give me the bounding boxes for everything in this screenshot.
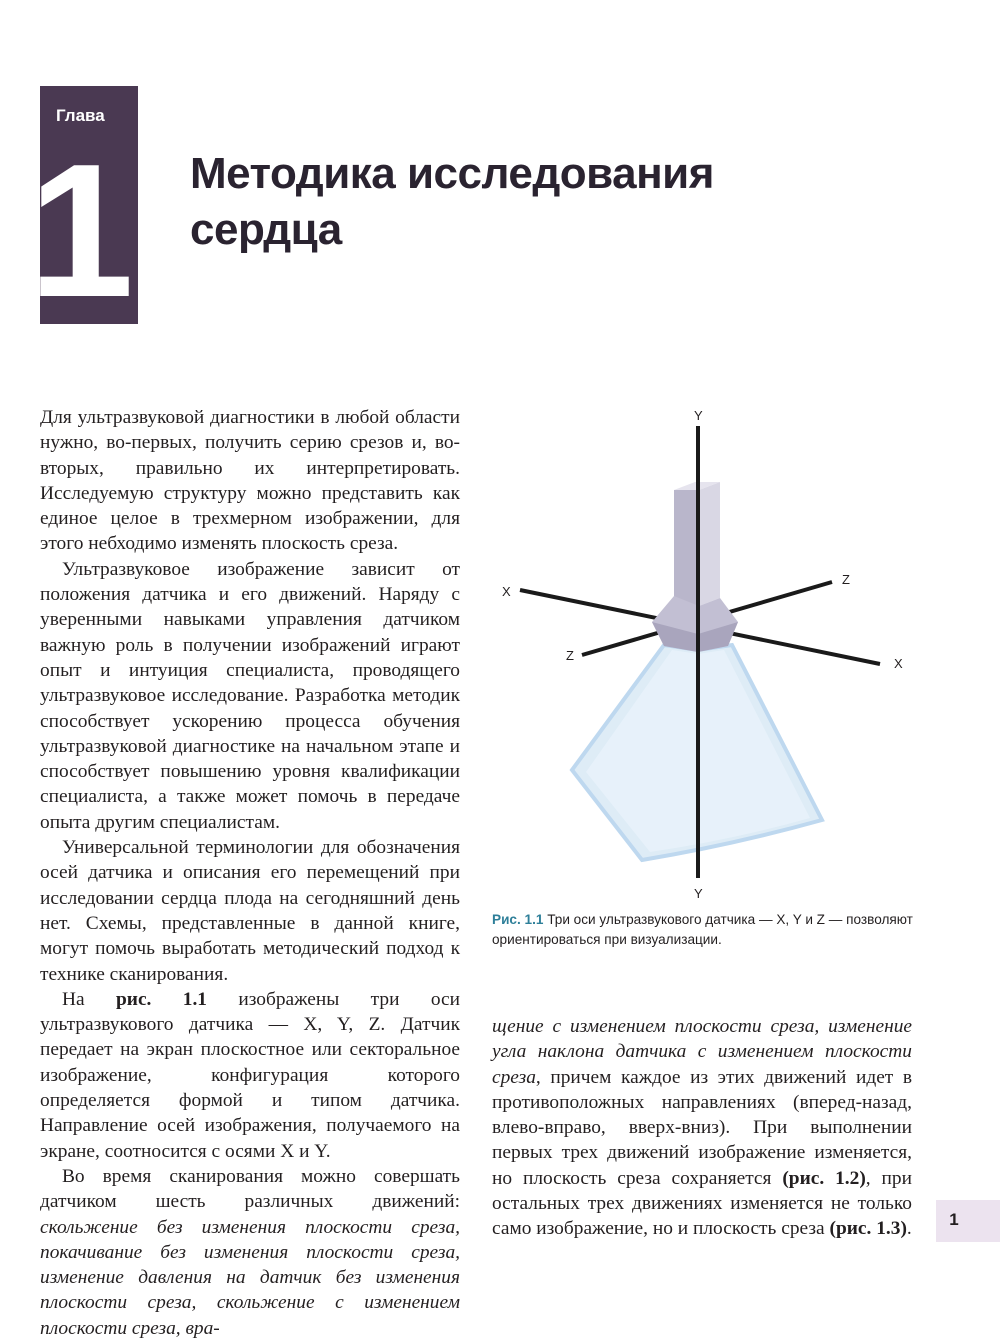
paragraph-4 — [40, 987, 460, 1164]
paragraph-5-start: Во время сканирования можно совершать датчиком шесть различных движений: — [40, 1165, 460, 1213]
paragraph-3: Универсальной терминологии для обозначения осей датчика и описания его перемещений при исследовании сердца плода на сегодняшний день нет. Схемы, представленные в данной книге, могут помочь выработать методический подход к технике сканирования. — [40, 837, 460, 985]
axis-z-label-left: Z — [566, 648, 574, 663]
figure-probe-axes — [492, 400, 922, 905]
paragraph-5-middle-right: , причем каждое из этих движений идет в противоположных направлениях (вперед-назад, влево-вправо, вверх-вниз). При выполнении первых трех движений изображение изменяется, но плоскость среза сохраняется — [492, 1066, 912, 1189]
paragraph-5-after-ref-right: , при остальных трех движениях изменяется не только само изображение, но и плоскость среза — [492, 1167, 912, 1240]
axis-x-label-left: X — [502, 584, 511, 599]
figure-reference-1-1: рис. 1.1 — [115, 988, 207, 1010]
caption-figure-label: Рис. 1.1 — [492, 912, 544, 927]
figure-reference-1-3-right: (рис. 1.3) — [829, 1218, 907, 1240]
caption-text: Три оси ультразвукового датчика — X, Y и Z — позволяют ориентироваться при визуализации. — [492, 912, 913, 947]
figure-caption — [492, 910, 922, 950]
axis-z-label-right: Z — [842, 572, 850, 587]
chapter-label: Глава — [56, 106, 105, 125]
text-column-left — [40, 405, 460, 1341]
page-number: 1 — [949, 1210, 959, 1229]
chapter-title: Методика исследования сердца — [190, 149, 714, 254]
probe-handle-side — [699, 482, 720, 606]
movements-list-continuation: щение с изменением плоскости среза, изменение угла наклона датчика с изменением плоскости среза — [492, 1016, 912, 1088]
probe-handle-front — [674, 490, 699, 606]
axis-x-label-right: X — [894, 656, 903, 671]
movements-list: скольжение без изменения плоскости среза, покачивание без изменения плоскости среза, изменение давления на датчик без изменения плоскости среза, скольжение с изменением плоскости среза, вра- — [40, 1216, 460, 1339]
chapter-number — [28, 125, 138, 337]
page-number-tab — [936, 1200, 1000, 1242]
paragraph-5-end-right: . — [906, 1218, 912, 1240]
paragraph-4-rest: изображены три оси ультразвукового датчика — X, Y, Z. Датчик передает на экран плоскостное или секторальное изображение, конфигурация которого определяется формой и типом датчика. Направление осей изображения, получаемого на экране, соотносится с осями X и Y. — [40, 988, 460, 1162]
axis-y-label-top: Y — [694, 408, 703, 423]
chapter-block — [28, 86, 138, 337]
paragraph-4-start: На — [62, 988, 116, 1010]
paragraph-5 — [40, 1164, 460, 1341]
text-column-right — [492, 1014, 912, 1242]
chapter-number-text: 1 — [28, 125, 134, 337]
axis-y-label-bottom: Y — [694, 886, 703, 901]
paragraph-5-continuation — [492, 1014, 912, 1242]
figure-reference-1-2-right: (рис. 1.2) — [782, 1167, 866, 1189]
paragraph-2: Ультразвуковое изображение зависит от положения датчика и его движений. Наряду с уверенными навыками управления датчиком важную роль в получении изображений играют опыт и интуиция специалиста, проводящего ультразвуковое исследование. Разработка методик способствует ускорению процесса обучения ультразвуковой диагностике на начальном этапе и способствует повышению уровня квалификации специалиста, а также может помочь в передаче опыта другим специалистам. — [40, 558, 460, 833]
paragraph-1: Для ультразвуковой диагностики в любой области нужно, во-первых, получить серию срезов и, во-вторых, правильно их интерпретировать. Исследуемую структуру можно представить как единое целое в трехмерном изображении, для этого небходимо изменять плоскость среза. — [40, 407, 460, 555]
